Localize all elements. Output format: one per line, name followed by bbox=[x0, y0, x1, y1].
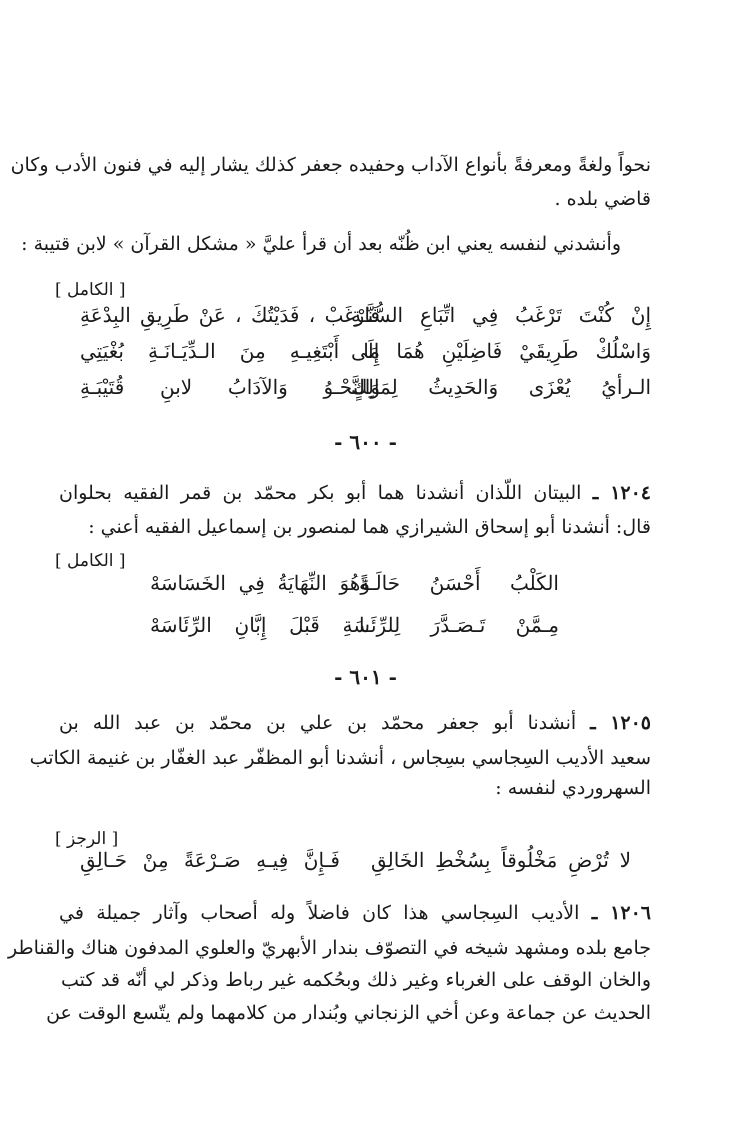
entry-number: ١٢٠٥ ـ bbox=[590, 712, 652, 734]
text-line: الحديث عن جماعة وعن أخي الزنجاني وبُندار من كلامهما ولم يتّسع الوقت عن bbox=[46, 1002, 651, 1024]
meter-label: [ الكامل ] bbox=[55, 551, 126, 571]
text-line bbox=[59, 705, 651, 741]
verse-first-hemistich: وَاسْلُكْ طَرِيقَيْ فَاضِلَيْنِ هُمَا إِلَى bbox=[351, 339, 651, 363]
verse-first-hemistich: مِـمَّنْ تَـصَـدَّرَ لِلرِّئَـا bbox=[359, 613, 559, 637]
verse-second-hemistich: سَةِ قَبْلَ إِبَّانِ الرِّئَاسَهْ bbox=[150, 613, 370, 637]
text-line: قال: أنشدنا أبو إسحاق الشيرازي هما لمنصور بن إسماعيل الفقيه أعني : bbox=[88, 516, 651, 538]
text-line: والخان الوقف على الغرباء وغير ذلك وبحُكمه غير رباط وذكر لي أنّه قد كتب bbox=[61, 969, 651, 991]
verse-first-hemistich: الـرأيُ يُعْزَى وَالحَدِيثُ لِمَالِكٍ bbox=[351, 375, 651, 399]
verse-second-hemistich: فَارْغَبْ ، فَدَيْتُكَ ، عَنْ طَرِيقِ البِدْعَةِ bbox=[80, 303, 380, 327]
meter-label: [ الكامل ] bbox=[55, 280, 126, 300]
text-line: نحواً ولغةً ومعرفةً بأنواع الآداب وحفيده جعفر كذلك يشار إليه في فنون الأدب وكان bbox=[10, 154, 651, 176]
verse-first-hemistich: الكَلْبُ أَحْسَنُ حَالَـةً bbox=[359, 571, 559, 595]
verse-second-hemistich: مَا أَبْتَغِيـهِ مِنَ الـدِّيَـانَـةِ بُغْيَتِي bbox=[80, 339, 380, 363]
text-line: وأنشدني لنفسه يعني ابن ظُنّه بعد أن قرأ عليَّ « مشكل القرآن » لابن قتيبة : bbox=[21, 233, 621, 255]
verse-second-hemistich: فَـإِنَّ فِيـهِ صَـرْعَةً مِنْ حَـالِقِ bbox=[80, 848, 340, 872]
entry-number: ١٢٠٦ ـ bbox=[591, 902, 651, 924]
text-line: قاضي بلده . bbox=[554, 188, 651, 210]
text-segment: البيتان اللّذان أنشدنا هما أبو بكر محمّد بن قمر الفقيه بحلوان bbox=[59, 482, 582, 504]
text-line: جامع بلده ومشهد شيخه في التصوّف بندار الأبهريّ والعلوي المدفون هناك والقناطر bbox=[7, 937, 651, 959]
verse-first-hemistich: إِنْ كُنْتَ تَرْغَبُ فِي اتِّبَاعِ السُّنَّـةِ bbox=[351, 303, 651, 327]
text-line: السهروردي لنفسه : bbox=[495, 777, 651, 799]
text-line bbox=[59, 895, 651, 931]
meter-label: [ الرجز ] bbox=[55, 829, 119, 849]
verse-second-hemistich: وَهُوَ النِّهَايَةُ فِي الخَسَاسَهْ bbox=[150, 571, 370, 595]
verse-first-hemistich: لا تُرْضِ مَخْلُوقاً بِسُخْطِ الخَالِقِ bbox=[371, 848, 631, 872]
verse-second-hemistich: وَالنَّحْـوُ وَالآدَابُ لابنِ قُتَيْبَـةِ bbox=[80, 375, 380, 399]
text-segment: أنشدنا أبو جعفر محمّد بن علي بن محمّد بن عبد الله بن bbox=[59, 712, 577, 734]
text-segment: الأديب السِجاسي هذا كان فاضلاً وله أصحاب وآثار جميلة في bbox=[59, 902, 580, 924]
entry-number: ١٢٠٤ ـ bbox=[592, 482, 652, 504]
page-number: - ٦٠٠ - bbox=[334, 430, 397, 454]
text-line bbox=[59, 475, 651, 511]
text-line: سعيد الأديب السِجاسي بسِجاس ، أنشدنا أبو المظفّر عبد الغفّار بن غنيمة الكاتب bbox=[29, 747, 651, 769]
page-number: - ٦٠١ - bbox=[334, 665, 397, 689]
